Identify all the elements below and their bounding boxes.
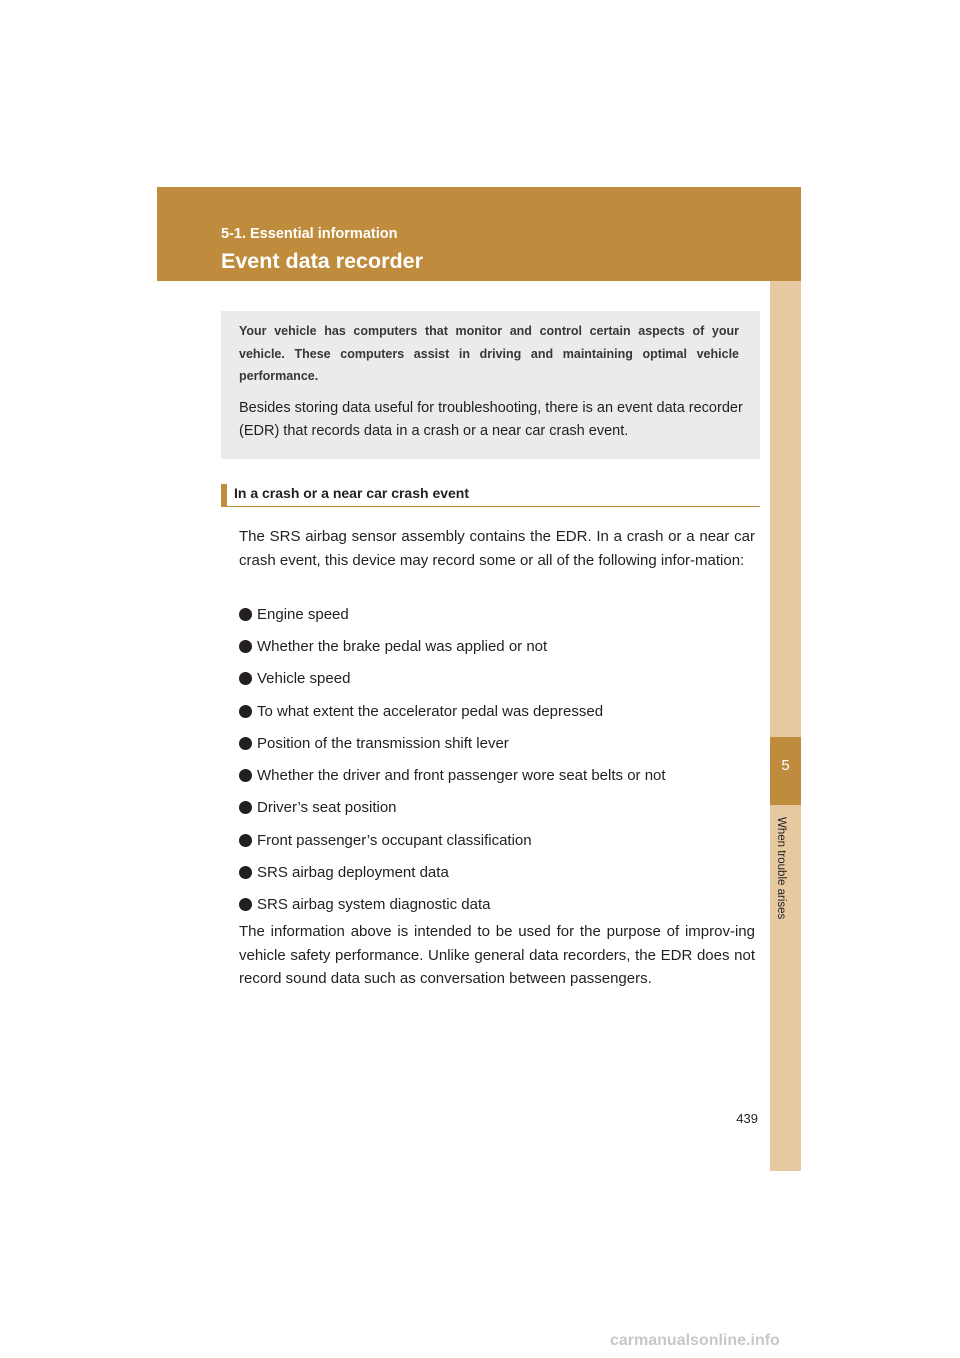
section-heading-text: In a crash or a near car crash event — [234, 485, 470, 501]
bullet-icon — [239, 705, 252, 718]
list-item — [239, 759, 759, 791]
recorded-data-list — [239, 598, 759, 921]
bullet-icon — [239, 737, 252, 750]
bullet-icon — [239, 769, 252, 782]
list-item-text: To what extent the accelerator pedal was depressed — [257, 702, 604, 720]
list-item — [239, 727, 759, 759]
list-item-text: Vehicle speed — [257, 670, 351, 688]
list-item-text: Whether the brake pedal was applied or not — [257, 637, 548, 655]
list-item-text: SRS airbag deployment data — [257, 864, 449, 882]
bullet-icon — [239, 866, 252, 879]
lead-paragraph: The SRS airbag sensor assembly contains the EDR. In a crash or a near car crash event, this device may record some or all of the following infor-mation: — [239, 528, 755, 569]
bullet-icon — [239, 898, 252, 911]
closing-paragraph: The information above is intended to be used for the purpose of improv-ing vehicle safety performance. Unlike general data recorders, the EDR does not record sound data such as conversation between passengers. — [239, 923, 755, 987]
list-item — [239, 663, 759, 695]
list-item-text: SRS airbag system diagnostic data — [257, 896, 491, 914]
list-item — [239, 824, 759, 856]
page-title: Event data recorder — [221, 249, 423, 273]
bullet-icon — [239, 640, 252, 653]
list-item — [239, 889, 759, 921]
section-label: 5-1. Essential information — [221, 226, 398, 242]
list-item-text: Whether the driver and front passenger wore seat belts or not — [257, 767, 666, 785]
page-number: 439 — [736, 1111, 758, 1126]
list-item — [239, 695, 759, 727]
chapter-label: When trouble arises — [775, 817, 787, 920]
bullet-icon — [239, 672, 252, 685]
list-item-text: Driver’s seat position — [257, 799, 397, 817]
watermark: carmanualsonline.info — [610, 1332, 780, 1349]
bullet-icon — [239, 608, 252, 621]
list-item-text: Front passenger’s occupant classification — [257, 831, 532, 849]
chapter-number: 5 — [781, 757, 790, 774]
list-item — [239, 856, 759, 888]
section-heading — [221, 483, 760, 507]
intro-paragraph-1: Your vehicle has computers that monitor and control certain aspects of your vehicle. These computers assist in driving and maintaining optimal vehicle performance. — [239, 324, 739, 383]
intro-paragraph-2: Besides storing data useful for troubleshooting, there is an event data recorder (EDR) that records data in a crash or a near car crash event. — [239, 400, 743, 439]
list-item-text: Position of the transmission shift lever — [257, 734, 509, 752]
bullet-icon — [239, 801, 252, 814]
list-item — [239, 630, 759, 662]
list-item-text: Engine speed — [257, 605, 349, 623]
heading-accent-bar — [221, 484, 227, 506]
list-item — [239, 598, 759, 630]
bullet-icon — [239, 834, 252, 847]
list-item — [239, 792, 759, 824]
chapter-side-tab — [770, 281, 801, 1171]
